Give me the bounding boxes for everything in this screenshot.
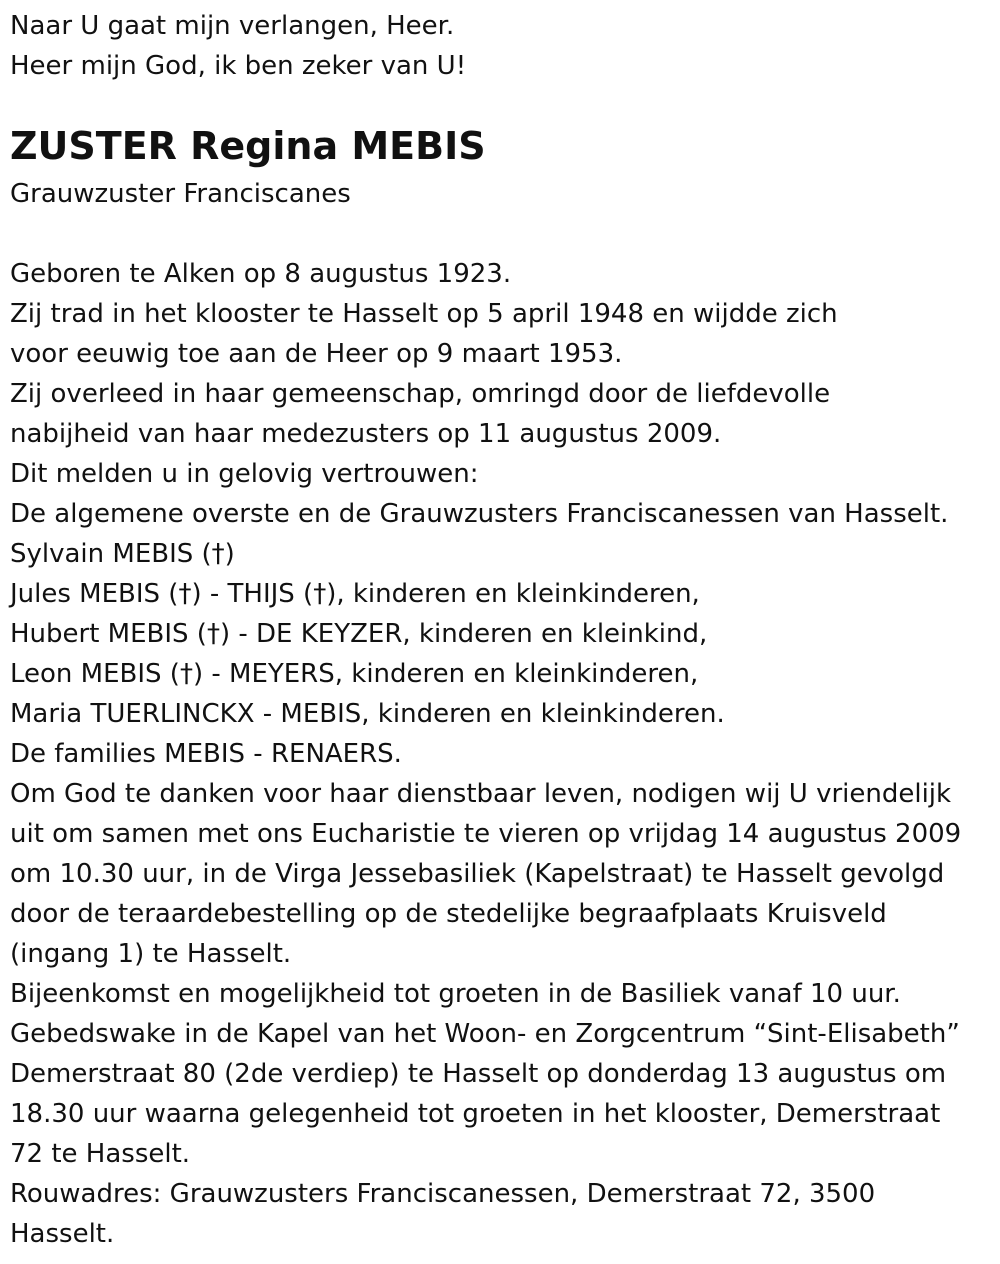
family-line: Sylvain MEBIS (†) — [10, 539, 235, 569]
body-line: Dit melden u in gelovig vertrouwen: — [10, 459, 479, 489]
body-line: Zij trad in het klooster te Hasselt op 5 april 1948 en wijdde zich — [10, 299, 838, 329]
deceased-name: ZUSTER Regina MEBIS — [10, 124, 486, 168]
body-line: voor eeuwig toe aan de Heer op 9 maart 1953. — [10, 339, 623, 369]
mourning-address-line: Rouwadres: Grauwzusters Franciscanessen, Demerstraat 72, 3500 — [10, 1179, 876, 1209]
body-line: 18.30 uur waarna gelegenheid tot groeten in het klooster, Demerstraat — [10, 1099, 941, 1129]
body-line: 72 te Hasselt. — [10, 1139, 191, 1169]
body-line: (ingang 1) te Hasselt. — [10, 939, 292, 969]
body-line: Zij overleed in haar gemeenschap, omringd door de liefdevolle — [10, 379, 831, 409]
mourning-address-line: Hasselt. — [10, 1219, 115, 1249]
body-line: nabijheid van haar medezusters op 11 augustus 2009. — [10, 419, 722, 449]
body-line: Bijeenkomst en mogelijkheid tot groeten in de Basiliek vanaf 10 uur. — [10, 979, 901, 1009]
family-line: Maria TUERLINCKX - MEBIS, kinderen en kleinkinderen. — [10, 699, 725, 729]
family-line: Leon MEBIS (†) - MEYERS, kinderen en kleinkinderen, — [10, 659, 699, 689]
body-line: uit om samen met ons Eucharistie te vieren op vrijdag 14 augustus 2009 — [10, 819, 962, 849]
family-line: Hubert MEBIS (†) - DE KEYZER, kinderen en kleinkind, — [10, 619, 708, 649]
body-line: Demerstraat 80 (2de verdiep) te Hasselt op donderdag 13 augustus om — [10, 1059, 947, 1089]
body-line: Geboren te Alken op 8 augustus 1923. — [10, 259, 512, 289]
body-line: Om God te danken voor haar dienstbaar leven, nodigen wij U vriendelijk — [10, 779, 952, 809]
body-line: door de teraardebestelling op de stedelijke begraafplaats Kruisveld — [10, 899, 887, 929]
body-line: De algemene overste en de Grauwzusters Franciscanessen van Hasselt. — [10, 499, 949, 529]
family-line: Jules MEBIS (†) - THIJS (†), kinderen en kleinkinderen, — [10, 579, 700, 609]
body-line: om 10.30 uur, in de Virga Jessebasiliek (Kapelstraat) te Hasselt gevolgd — [10, 859, 945, 889]
verse-line: Heer mijn God, ik ben zeker van U! — [10, 51, 467, 81]
verse-line: Naar U gaat mijn verlangen, Heer. — [10, 11, 455, 41]
deceased-order: Grauwzuster Franciscanes — [10, 179, 351, 209]
family-line: De families MEBIS - RENAERS. — [10, 739, 402, 769]
body-line: Gebedswake in de Kapel van het Woon- en Zorgcentrum “Sint-Elisabeth” — [10, 1019, 960, 1049]
